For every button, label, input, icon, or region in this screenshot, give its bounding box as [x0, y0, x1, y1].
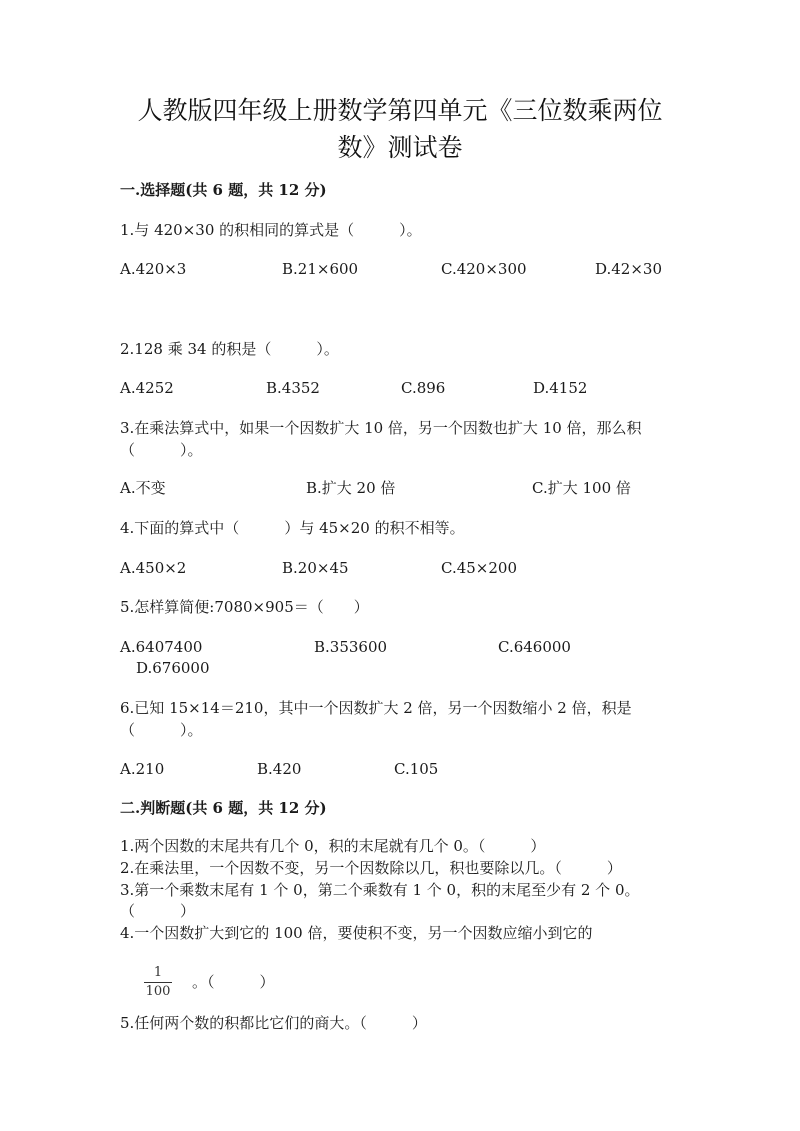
- question-5-option-b: B.353600: [314, 638, 388, 656]
- question-1-option-c: C.420×300: [441, 260, 527, 278]
- question-1-stem: 1.与 420×30 的积相同的算式是（ ）。: [120, 221, 422, 239]
- judgment-5: 5.任何两个数的积都比它们的商大。（ ）: [120, 1014, 427, 1032]
- question-6-option-b: B.420: [257, 760, 302, 778]
- page-title: [120, 92, 680, 166]
- judgment-4-line-2: 。（ ）: [192, 973, 275, 991]
- question-5-option-c: C.646000: [498, 638, 571, 656]
- question-6-option-c: C.105: [394, 760, 439, 778]
- question-1-option-a: A.420×3: [120, 260, 187, 278]
- fraction-numerator: 1: [153, 965, 163, 980]
- question-3-stem-line-1: 3.在乘法算式中，如果一个因数扩大 10 倍，另一个因数也扩大 10 倍，那么积: [120, 419, 642, 437]
- question-3-option-c: C.扩大 100 倍: [532, 479, 631, 497]
- judgment-4-line-1: 4.一个因数扩大到它的 100 倍，要使积不变，另一个因数应缩小到它的: [120, 924, 593, 942]
- question-4-option-c: C.45×200: [441, 559, 517, 577]
- question-2-option-a: A.4252: [120, 379, 174, 397]
- section-heading-judgment: 二.判断题(共 6 题，共 12 分): [120, 799, 327, 817]
- question-5-option-d: D.676000: [136, 659, 210, 677]
- judgment-3-line-1: 3.第一个乘数末尾有 1 个 0，第二个乘数有 1 个 0，积的末尾至少有 2 个 0。: [120, 881, 640, 899]
- question-4-option-b: B.20×45: [282, 559, 349, 577]
- section-heading-choice: 一.选择题(共 6 题，共 12 分): [120, 181, 327, 199]
- question-6-option-a: A.210: [120, 760, 165, 778]
- judgment-2: 2.在乘法里，一个因数不变，另一个因数除以几，积也要除以几。（ ）: [120, 859, 622, 877]
- fraction-one-hundredth: [140, 965, 176, 1000]
- question-4-stem: 4.下面的算式中（ ）与 45×20 的积不相等。: [120, 519, 465, 537]
- question-2-option-c: C.896: [401, 379, 446, 397]
- question-1-option-d: D.42×30: [595, 260, 663, 278]
- question-6-stem-line-2: （ ）。: [120, 721, 203, 739]
- question-3-stem-line-2: （ ）。: [120, 441, 203, 459]
- question-3-option-b: B.扩大 20 倍: [306, 479, 396, 497]
- question-1-option-b: B.21×600: [282, 260, 359, 278]
- question-4-option-a: A.450×2: [120, 559, 187, 577]
- fraction-denominator: 100: [145, 984, 171, 999]
- title-line-1: 人教版四年级上册数学第四单元《三位数乘两位: [137, 96, 663, 125]
- question-5-option-a: A.6407400: [120, 638, 203, 656]
- question-3-option-a: A.不变: [120, 479, 166, 497]
- fraction-bar: [144, 982, 172, 983]
- judgment-3-line-2: （ ）: [120, 902, 196, 920]
- question-5-stem: 5.怎样算简便:7080×905＝（ ）: [120, 598, 369, 616]
- question-2-option-d: D.4152: [533, 379, 588, 397]
- question-2-stem: 2.128 乘 34 的积是（ ）。: [120, 340, 339, 358]
- question-6-stem-line-1: 6.已知 15×14＝210，其中一个因数扩大 2 倍，另一个因数缩小 2 倍，积是: [120, 699, 632, 717]
- judgment-1: 1.两个因数的末尾共有几个 0，积的末尾就有几个 0。（ ）: [120, 837, 546, 855]
- title-line-2: 数》测试卷: [337, 133, 463, 162]
- question-2-option-b: B.4352: [266, 379, 320, 397]
